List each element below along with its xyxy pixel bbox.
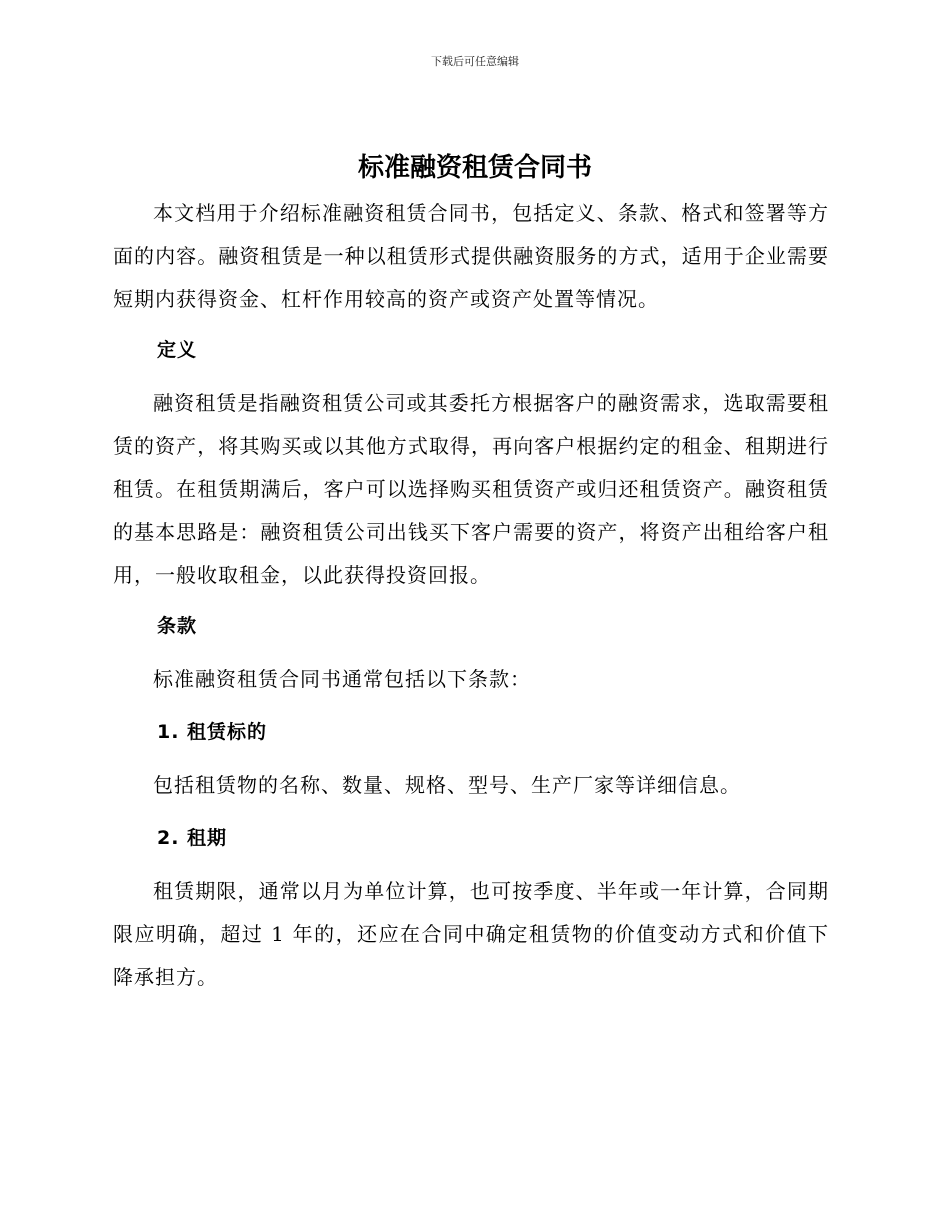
intro-paragraph: 本文档用于介绍标准融资租赁合同书，包括定义、条款、格式和签署等方面的内容。融资租赁是一种以租赁形式提供融资服务的方式，适用于企业需要短期内获得资金、杠杆作用较高的资产或资产处置等情况。	[113, 201, 829, 311]
document-title: 标准融资租赁合同书	[357, 153, 592, 183]
document-body	[113, 192, 829, 999]
definition-heading: 定义	[157, 339, 198, 361]
term-1-heading: 1. 租赁标的	[157, 721, 268, 743]
term-2-heading: 2. 租期	[157, 827, 228, 849]
header-note: 下载后可任意编辑	[431, 55, 519, 68]
term-2-paragraph: 租赁期限，通常以月为单位计算，也可按季度、半年或一年计算，合同期限应明确，超过 1 年的，还应在合同中确定租赁物的价值变动方式和价值下降承担方。	[113, 879, 829, 989]
term-1-paragraph: 包括租赁物的名称、数量、规格、型号、生产厂家等详细信息。	[153, 773, 741, 797]
terms-heading: 条款	[157, 615, 198, 637]
definition-paragraph: 融资租赁是指融资租赁公司或其委托方根据客户的融资需求，选取需要租赁的资产，将其购买或以其他方式取得，再向客户根据约定的租金、租期进行租赁。在租赁期满后，客户可以选择购买租赁资产或归还租赁资产。融资租赁的基本思路是：融资租赁公司出钱买下客户需要的资产，将资产出租给客户租用，一般收取租金，以此获得投资回报。	[113, 391, 829, 587]
terms-intro-paragraph: 标准融资租赁合同书通常包括以下条款：	[153, 667, 531, 691]
